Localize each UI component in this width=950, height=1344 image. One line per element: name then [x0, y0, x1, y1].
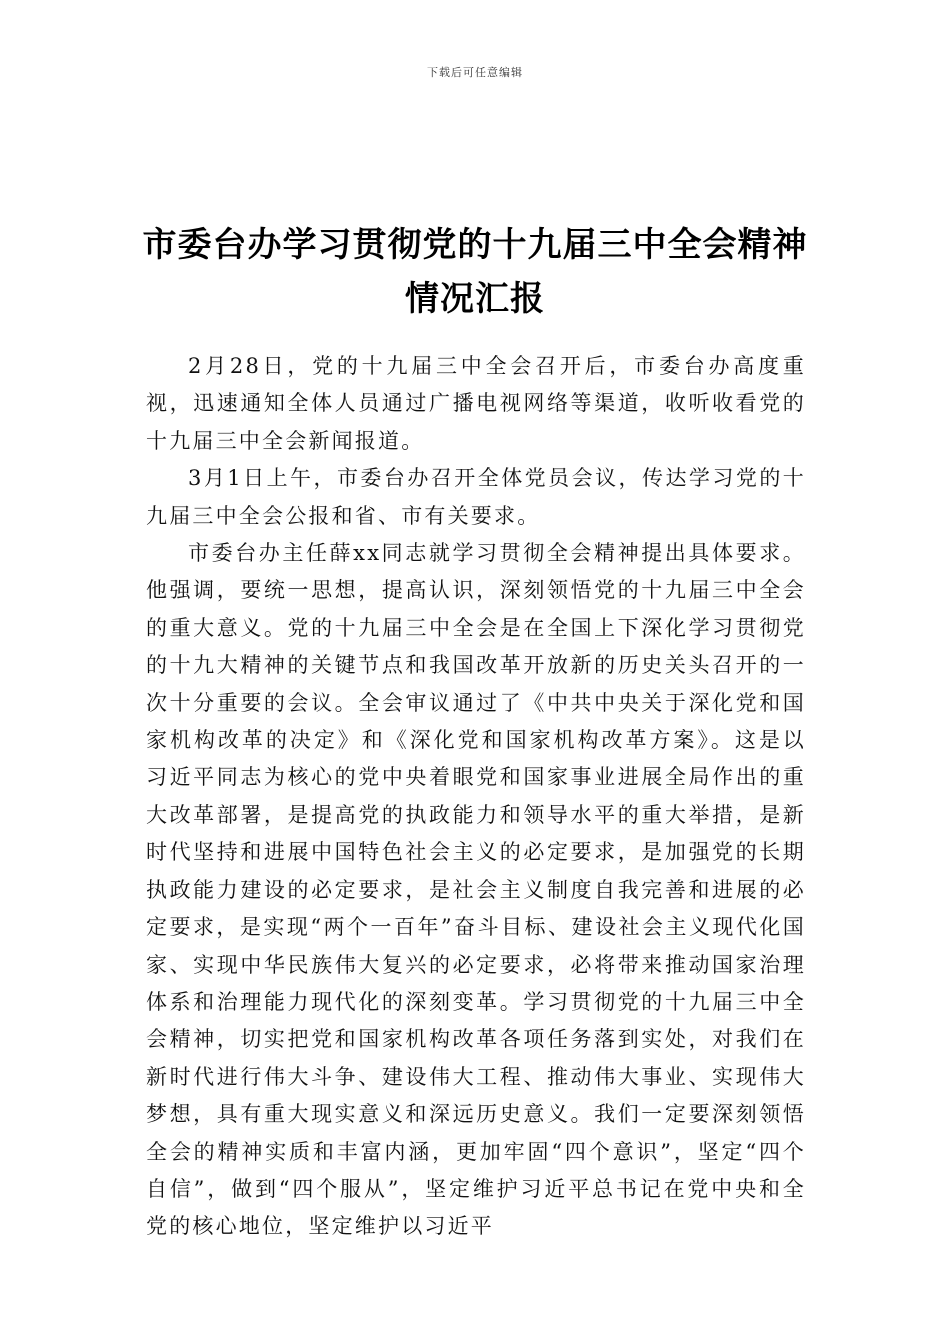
header-note: 下载后可任意编辑	[427, 66, 523, 79]
paragraph-1: 2月28日，党的十九届三中全会召开后，市委台办高度重视，迅速通知全体人员通过广播电视网络等渠道，收听收看党的十九届三中全会新闻报道。	[146, 354, 806, 453]
paragraph-2: 3月1日上午，市委台办召开全体党员会议，传达学习党的十九届三中全会公报和省、市有关要求。	[146, 466, 806, 528]
document-title: 市委台办学习贯彻党的十九届三中全会精神情况汇报	[142, 225, 808, 319]
paragraph-3: 市委台办主任薛xx同志就学习贯彻全会精神提出具体要求。他强调，要统一思想，提高认识，深刻领悟党的十九届三中全会的重大意义。党的十九届三中全会是在全国上下深化学习贯彻党的十九大精神的关键节点和我国改革开放新的历史关头召开的一次十分重要的会议。全会审议通过了《中共中央关于深化党和国家机构改革的决定》和《深化党和国家机构改革方案》。这是以习近平同志为核心的党中央着眼党和国家事业进展全局作出的重大改革部署，是提高党的执政能力和领导水平的重大举措，是新时代坚持和进展中国特色社会主义的必定要求，是加强党的长期执政能力建设的必定要求，是社会主义制度自我完善和进展的必定要求，是实现“两个一百年”奋斗目标、建设社会主义现代化国家、实现中华民族伟大复兴的必定要求，必将带来推动国家治理体系和治理能力现代化的深刻变革。学习贯彻党的十九届三中全会精神，切实把党和国家机构改革各项任务落到实处，对我们在新时代进行伟大斗争、建设伟大工程、推动伟大事业、实现伟大梦想，具有重大现实意义和深远历史意义。我们一定要深刻领悟全会的精神实质和丰富内涵，更加牢固“四个意识”，坚定“四个自信”，做到“四个服从”，坚定维护习近平总书记在党中央和全党的核心地位，坚定维护以习近平	[146, 541, 806, 1239]
document-body	[146, 348, 806, 1246]
